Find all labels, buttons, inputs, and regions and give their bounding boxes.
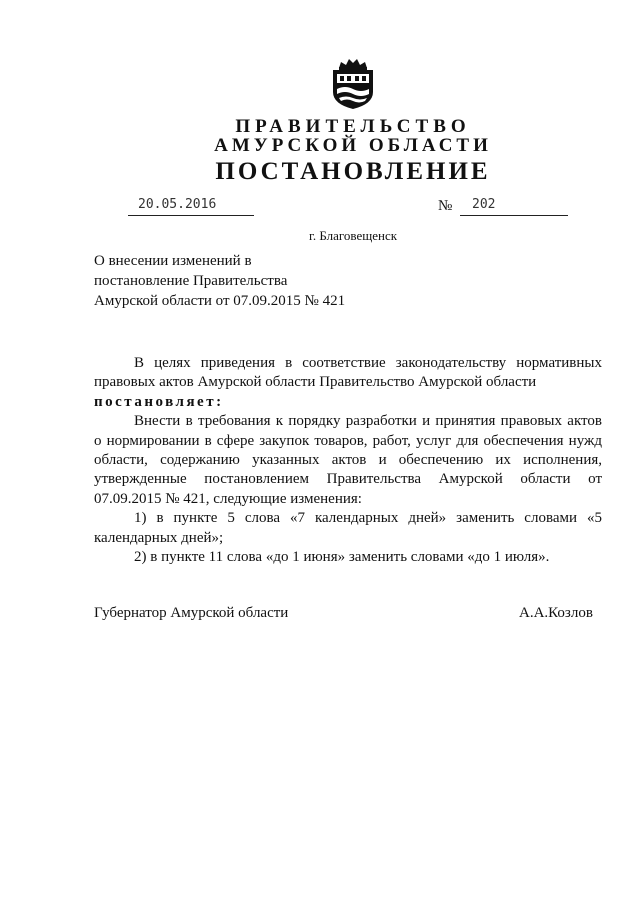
signatory-name: А.А.Козлов: [519, 605, 593, 621]
signatory-position: Губернатор Амурской области: [94, 605, 289, 621]
document-subject: [94, 251, 345, 311]
body-line: 07.09.2015 № 421, следующие изменения:: [94, 490, 362, 507]
subject-line: Амурской области от 07.09.2015 № 421: [94, 293, 346, 309]
city-line: г. Благовещенск: [308, 228, 398, 243]
document-type-title: ПОСТАНОВЛЕНИЕ: [215, 158, 491, 185]
body-line: о нормировании в сфере закупок товаров, работ, услуг для обеспечения нужд: [94, 432, 602, 449]
list-item-1-continuation: календарных дней»;: [94, 529, 224, 546]
coat-of-arms-icon: [329, 56, 377, 110]
body-line: области, содержанию указанных актов и обеспечению их исполнения,: [94, 452, 602, 469]
subject-line: постановление Правительства: [94, 273, 288, 289]
document-body: [94, 354, 602, 567]
number-sign: №: [438, 198, 453, 214]
region-title: АМУРСКОЙ ОБЛАСТИ: [214, 135, 492, 156]
list-item-2: 2) в пункте 11 слова «до 1 июня» заменить словами «до 1 июля».: [134, 549, 550, 566]
document-date: 20.05.2016: [138, 197, 217, 212]
resolves-keyword: постановляет:: [94, 393, 224, 410]
date-underline: [128, 215, 254, 216]
body-line: В целях приведения в соответствие законодательству нормативных: [134, 355, 602, 371]
list-item-1: 1) в пункте 5 слова «7 календарных дней» заменить словами «5: [134, 510, 602, 527]
government-title: ПРАВИТЕЛЬСТВО: [235, 116, 471, 137]
subject-line: О внесении изменений в: [94, 253, 252, 269]
document-number: 202: [472, 197, 496, 212]
number-underline: [460, 215, 568, 216]
body-line: утвержденные постановлением Правительства Амурской области от: [94, 471, 602, 488]
body-line: Внести в требования к порядку разработки и принятия правовых актов: [134, 413, 602, 430]
body-line: правовых актов Амурской области Правительство Амурской области: [94, 374, 537, 391]
